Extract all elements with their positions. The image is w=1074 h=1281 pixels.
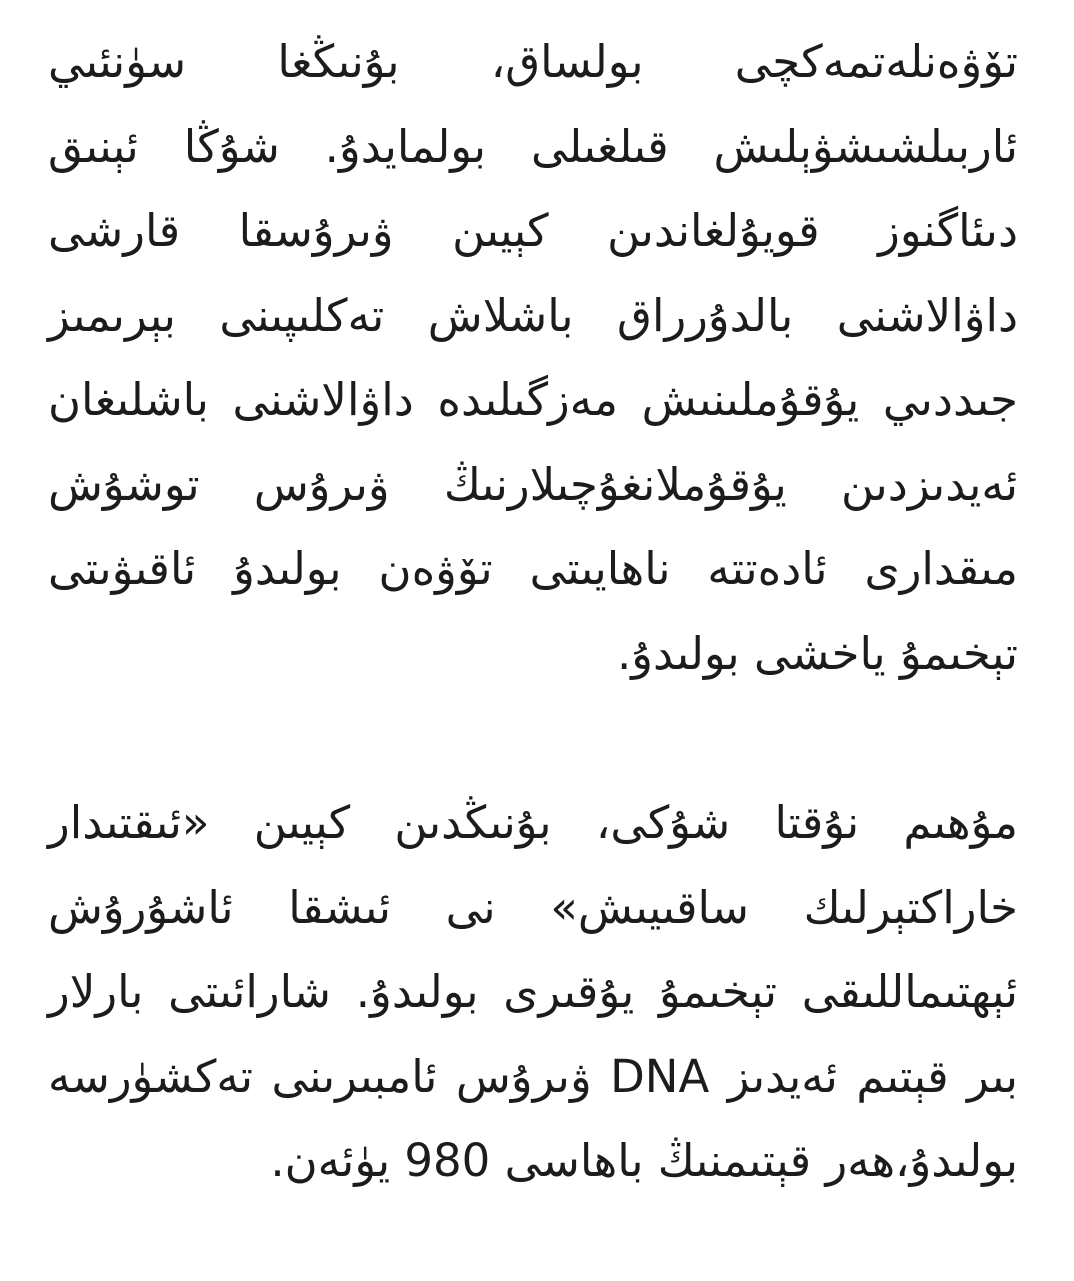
paragraph-2: مۇھىم نۇقتا شۇكى، بۇنىڭدىن كېيىن «ئىقتىدار خاراكتېرلىك ساقىيىش» نى ئىشقا ئاشۇرۇش ئېھتىماللىقى تېخىمۇ يۇقىرى بولىدۇ. شارائىتى بارلار بىر قېتىم ئەيدىز DNA ۋىرۇس ئامبىرىنى تەكشۈرسە بولىدۇ،ھەر قېتىمنىڭ باھاسى 980 يۈئەن. — [48, 796, 1018, 1187]
paragraph-1: تۆۋەنلەتمەكچى بولساق، بۇنىڭغا سۈنئىي ئاربىلشىشۋېلىش قىلغىلى بولمايدۇ. شۇڭا ئېنىق دىئاگنوز قويۇلغاندىن كېيىن ۋىرۇسقا قارشى داۋالاشنى بالدۇرراق باشلاش تەكلىپىنى بېرىمىز جىددىي يۇقۇملىنىش مەزگىلىدە داۋالاشنى باشلىغان ئەيدىزدىن يۇقۇملانغۇچىلارنىڭ ۋىرۇس توشۇش مىقدارى ئادەتتە ناھايىتى تۆۋەن بولىدۇ ئاقىۋىتى تېخىمۇ ياخشى بولىدۇ. — [48, 35, 1018, 680]
article-body — [48, 20, 1018, 1204]
